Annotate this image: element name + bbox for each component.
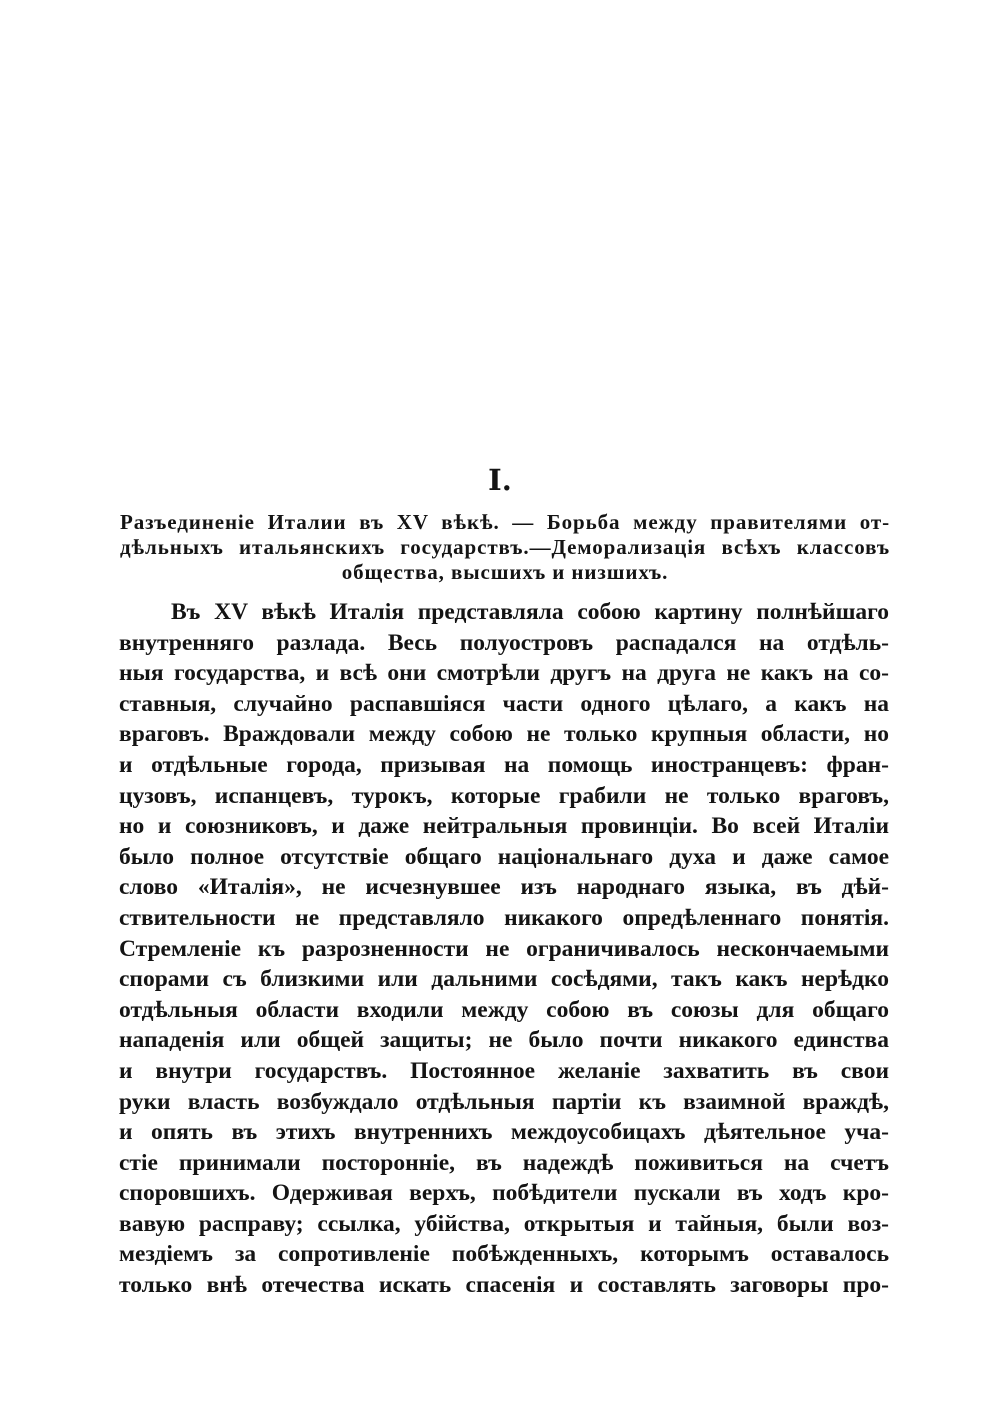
text-line: мездiемъ за сопротивленiе побѣжденныхъ, которымъ оставалось [119, 1241, 889, 1268]
summary-line: дѣльныхъ итальянскихъ государствъ.—Деморализацiя всѣхъ классовъ [120, 535, 890, 559]
text-line: и отдѣльные города, призывая на помощь иностранцевъ: фран- [119, 751, 889, 778]
summary-line: Разъединенie Италии въ XV вѣкѣ. — Борьба между правителями от- [120, 510, 890, 534]
text-line: стiе принимали посторонніе, въ надеждѣ поживиться на счетъ [119, 1149, 889, 1176]
summary-line: общества, высшихъ и низшихъ. [341, 560, 669, 584]
text-line: цузовъ, испанцевъ, турокъ, которые грабили не только враговъ, [119, 782, 889, 809]
chapter-number: I. [488, 463, 512, 497]
text-line: было полное отсутствiе общаго нацiональнаго духа и даже самое [119, 843, 889, 870]
text-line: руки власть возбуждало отдѣльныя партiи къ взаимной враждѣ, [119, 1088, 889, 1115]
text-line: и внутри государствъ. Постоянное желанiе захватить въ свои [119, 1057, 889, 1084]
text-line: нападенiя или общей защиты; не было почти никакого единства [119, 1027, 889, 1054]
text-line: ствительности не представляло никакого опредѣленнаго понятiя. [119, 904, 889, 931]
body-paragraph [119, 597, 889, 1301]
text-line: внутренняго разлада. Весь полуостровъ распадался на отдѣль- [119, 629, 889, 656]
text-line: только внѣ отечества искать спасенiя и составлять заговоры про- [119, 1272, 889, 1299]
text-line: отдѣльныя области входили между собою въ союзы для общаго [119, 996, 889, 1023]
chapter-summary [120, 510, 890, 585]
text-line: враговъ. Враждовали между собою не только крупныя области, но [119, 721, 889, 748]
text-line: и опять въ этихъ внутреннихъ междоусобицахъ дѣятельное уча- [119, 1119, 889, 1146]
text-line: спорами съ близкими или дальними сосѣдями, такъ какъ нерѣдко [119, 966, 889, 993]
text-line: споровшихъ. Одерживая верхъ, побѣдители пускали въ ходъ кро- [119, 1180, 889, 1207]
text-line: но и союзниковъ, и даже нейтральныя провинцiи. Во всей Италiи [119, 813, 889, 840]
text-line: ставныя, случайно распавшiяся части одного цѣлаго, а какъ на [119, 690, 889, 717]
text-line: вавую расправу; ссылка, убiйства, открытыя и тайныя, были воз- [119, 1210, 889, 1237]
text-line: Въ XV вѣкѣ Италiя представляла собою картину полнѣйшаго [171, 599, 889, 625]
text-line: слово «Италiя», не исчезнувшее изъ народнаго языка, въ дѣй- [119, 874, 889, 901]
text-line: Стремленiе къ разрозненности не ограничивалось нескончаемыми [119, 935, 889, 962]
text-line: ныя государства, и всѣ они смотрѣли другъ на друга не какъ на со- [119, 660, 889, 687]
